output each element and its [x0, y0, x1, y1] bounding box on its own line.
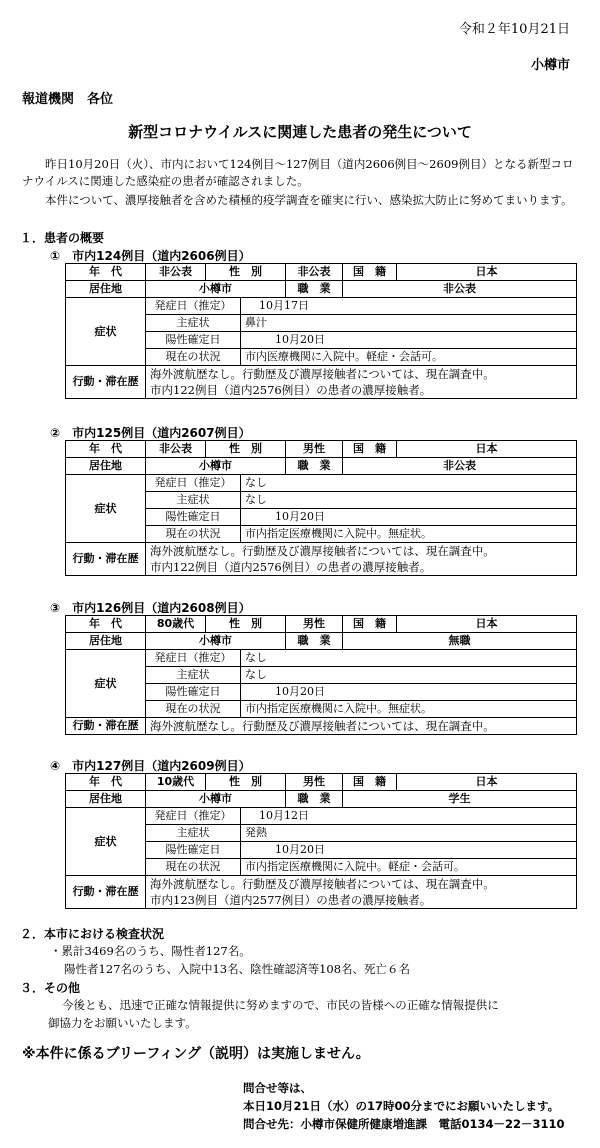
- value-nationality: 日本: [397, 774, 577, 791]
- value-age: 80歳代: [146, 616, 206, 633]
- label-positive-date: 陽性確定日: [146, 684, 241, 701]
- positive-date-text: 10月20日: [275, 333, 325, 346]
- value-occupation: 無職: [343, 633, 577, 650]
- value-occupation: 学生: [343, 791, 577, 808]
- label-age: 年 代: [66, 264, 146, 281]
- case-title: ① 市内124例目（道内2606例目）: [50, 249, 251, 263]
- value-positive-date: [241, 509, 577, 526]
- label-symptoms: 症状: [66, 475, 146, 543]
- label-current: 現在の状況: [146, 859, 241, 876]
- value-sex: 男性: [286, 441, 343, 458]
- value-sex: 男性: [286, 616, 343, 633]
- recipient: 報道機関 各位: [22, 92, 114, 107]
- value-onset: なし: [241, 650, 577, 667]
- value-main-symptom: 発熱: [241, 825, 577, 842]
- value-sex: 男性: [286, 774, 343, 791]
- label-symptoms: 症状: [66, 650, 146, 718]
- value-positive-date: [241, 684, 577, 701]
- activity-line: 海外渡航歴なし。行動歴及び濃厚接触者については、現在調査中。: [150, 367, 495, 381]
- label-residence: 居住地: [66, 633, 146, 650]
- label-occupation: 職 業: [286, 281, 343, 298]
- label-main-symptom: 主症状: [146, 825, 241, 842]
- label-occupation: 職 業: [286, 458, 343, 475]
- activity-line: 市内122例目（道内2576例目）の患者の濃厚接触者。: [150, 560, 432, 574]
- positive-date-text: 10月20日: [275, 685, 325, 698]
- value-current: 市内指定医療機関に入院中。無症状。: [241, 526, 577, 543]
- label-nationality: 国 籍: [343, 774, 397, 791]
- label-age: 年 代: [66, 774, 146, 791]
- value-activity: [146, 718, 577, 735]
- label-symptoms: 症状: [66, 298, 146, 366]
- label-age: 年 代: [66, 441, 146, 458]
- value-current: 市内指定医療機関に入院中。無症状。: [241, 701, 577, 718]
- case-title: ② 市内125例目（道内2607例目）: [50, 426, 251, 440]
- value-residence: 小樽市: [146, 633, 286, 650]
- intro-paragraph-1: 昨日10月20日（火）、市内において124例目～127例目（道内2606例目～2609例目）となる新型コロナウイルスに関連した感染症の患者が確認されました。: [22, 157, 574, 188]
- label-occupation: 職 業: [286, 791, 343, 808]
- contact-info: 問合せ先：小樽市保健所健康増進課 電話0134－22－3110: [243, 1117, 565, 1131]
- label-nationality: 国 籍: [343, 441, 397, 458]
- value-main-symptom: 鼻汁: [241, 315, 577, 332]
- label-positive-date: 陽性確定日: [146, 842, 241, 859]
- value-current: 市内指定医療機関に入院中。軽症・会話可。: [241, 859, 577, 876]
- label-main-symptom: 主症状: [146, 315, 241, 332]
- value-onset: [241, 298, 577, 315]
- value-sex: 非公表: [286, 264, 343, 281]
- value-positive-date: [241, 332, 577, 349]
- value-main-symptom: なし: [241, 667, 577, 684]
- section-2-title: ２．本市における検査状況: [20, 927, 165, 941]
- label-sex: 性 別: [206, 774, 286, 791]
- label-nationality: 国 籍: [343, 264, 397, 281]
- label-residence: 居住地: [66, 458, 146, 475]
- label-occupation: 職 業: [286, 633, 343, 650]
- label-activity: 行動・滞在歴: [66, 718, 146, 735]
- label-onset: 発症日（推定）: [146, 475, 241, 492]
- page-title: 新型コロナウイルスに関連した患者の発生について: [128, 123, 472, 141]
- value-nationality: 日本: [397, 616, 577, 633]
- label-symptoms: 症状: [66, 808, 146, 876]
- case-table: [65, 440, 577, 576]
- label-sex: 性 別: [206, 264, 286, 281]
- inquiry-deadline: 本日10月21日（水）の17時00分までにお願いいたします。: [243, 1099, 560, 1113]
- activity-line: 市内123例目（道内2577例目）の患者の濃厚接触者。: [150, 893, 432, 907]
- test-status-line: 陽性者127名のうち、入院中13名、陰性確認済等108名、死亡６名: [64, 962, 411, 976]
- label-main-symptom: 主症状: [146, 492, 241, 509]
- value-age: 非公表: [146, 441, 206, 458]
- label-current: 現在の状況: [146, 526, 241, 543]
- label-residence: 居住地: [66, 791, 146, 808]
- value-activity: [146, 876, 577, 909]
- case-table: [65, 263, 577, 399]
- value-occupation: 非公表: [343, 458, 577, 475]
- value-main-symptom: なし: [241, 492, 577, 509]
- other-line: 御協力をお願いいたします。: [48, 1016, 197, 1030]
- onset-text: 10月17日: [259, 299, 309, 312]
- label-onset: 発症日（推定）: [146, 298, 241, 315]
- activity-line: 海外渡航歴なし。行動歴及び濃厚接触者については、現在調査中。: [150, 877, 495, 891]
- value-residence: 小樽市: [146, 791, 286, 808]
- label-activity: 行動・滞在歴: [66, 543, 146, 576]
- label-positive-date: 陽性確定日: [146, 332, 241, 349]
- value-residence: 小樽市: [146, 281, 286, 298]
- label-current: 現在の状況: [146, 349, 241, 366]
- value-residence: 小樽市: [146, 458, 286, 475]
- label-activity: 行動・滞在歴: [66, 876, 146, 909]
- value-nationality: 日本: [397, 264, 577, 281]
- positive-date-text: 10月20日: [275, 843, 325, 856]
- label-residence: 居住地: [66, 281, 146, 298]
- inquiry-intro: 問合せ等は、: [243, 1081, 312, 1095]
- case-title: ④ 市内127例目（道内2609例目）: [50, 759, 251, 773]
- case-table: [65, 615, 577, 735]
- value-onset: なし: [241, 475, 577, 492]
- value-nationality: 日本: [397, 441, 577, 458]
- issuer-city: 小樽市: [530, 58, 570, 73]
- label-nationality: 国 籍: [343, 616, 397, 633]
- value-activity: [146, 543, 577, 576]
- value-positive-date: [241, 842, 577, 859]
- label-main-symptom: 主症状: [146, 667, 241, 684]
- label-onset: 発症日（推定）: [146, 808, 241, 825]
- intro-paragraph-2: 本件について、濃厚接触者を含めた積極的疫学調査を確実に行い、感染拡大防止に努めてまいります。: [45, 193, 573, 207]
- label-activity: 行動・滞在歴: [66, 366, 146, 399]
- release-date: 令和２年10月21日: [458, 22, 570, 37]
- label-current: 現在の状況: [146, 701, 241, 718]
- activity-line: 海外渡航歴なし。行動歴及び濃厚接触者については、現在調査中。: [150, 719, 495, 733]
- case-table: [65, 773, 577, 909]
- section-3-title: ３．その他: [20, 981, 81, 995]
- value-occupation: 非公表: [343, 281, 577, 298]
- briefing-notice: ※本件に係るブリーフィング（説明）は実施しません。: [22, 1046, 370, 1062]
- other-line: 今後とも、迅速で正確な情報提供に努めますので、市民の皆様への正確な情報提供に: [62, 998, 499, 1012]
- positive-date-text: 10月20日: [275, 510, 325, 523]
- label-positive-date: 陽性確定日: [146, 509, 241, 526]
- activity-line: 海外渡航歴なし。行動歴及び濃厚接触者については、現在調査中。: [150, 544, 495, 558]
- label-sex: 性 別: [206, 616, 286, 633]
- label-sex: 性 別: [206, 441, 286, 458]
- label-age: 年 代: [66, 616, 146, 633]
- value-onset: [241, 808, 577, 825]
- activity-line: 市内122例目（道内2576例目）の患者の濃厚接触者。: [150, 383, 432, 397]
- value-current: 市内医療機関に入院中。軽症・会話可。: [241, 349, 577, 366]
- value-activity: [146, 366, 577, 399]
- value-age: 非公表: [146, 264, 206, 281]
- value-age: 10歳代: [146, 774, 206, 791]
- section-1-title: １．患者の概要: [20, 231, 105, 245]
- onset-text: 10月12日: [259, 809, 309, 822]
- test-status-line: ・累計3469名のうち、陽性者127名。: [50, 944, 251, 958]
- label-onset: 発症日（推定）: [146, 650, 241, 667]
- case-title: ③ 市内126例目（道内2608例目）: [50, 601, 251, 615]
